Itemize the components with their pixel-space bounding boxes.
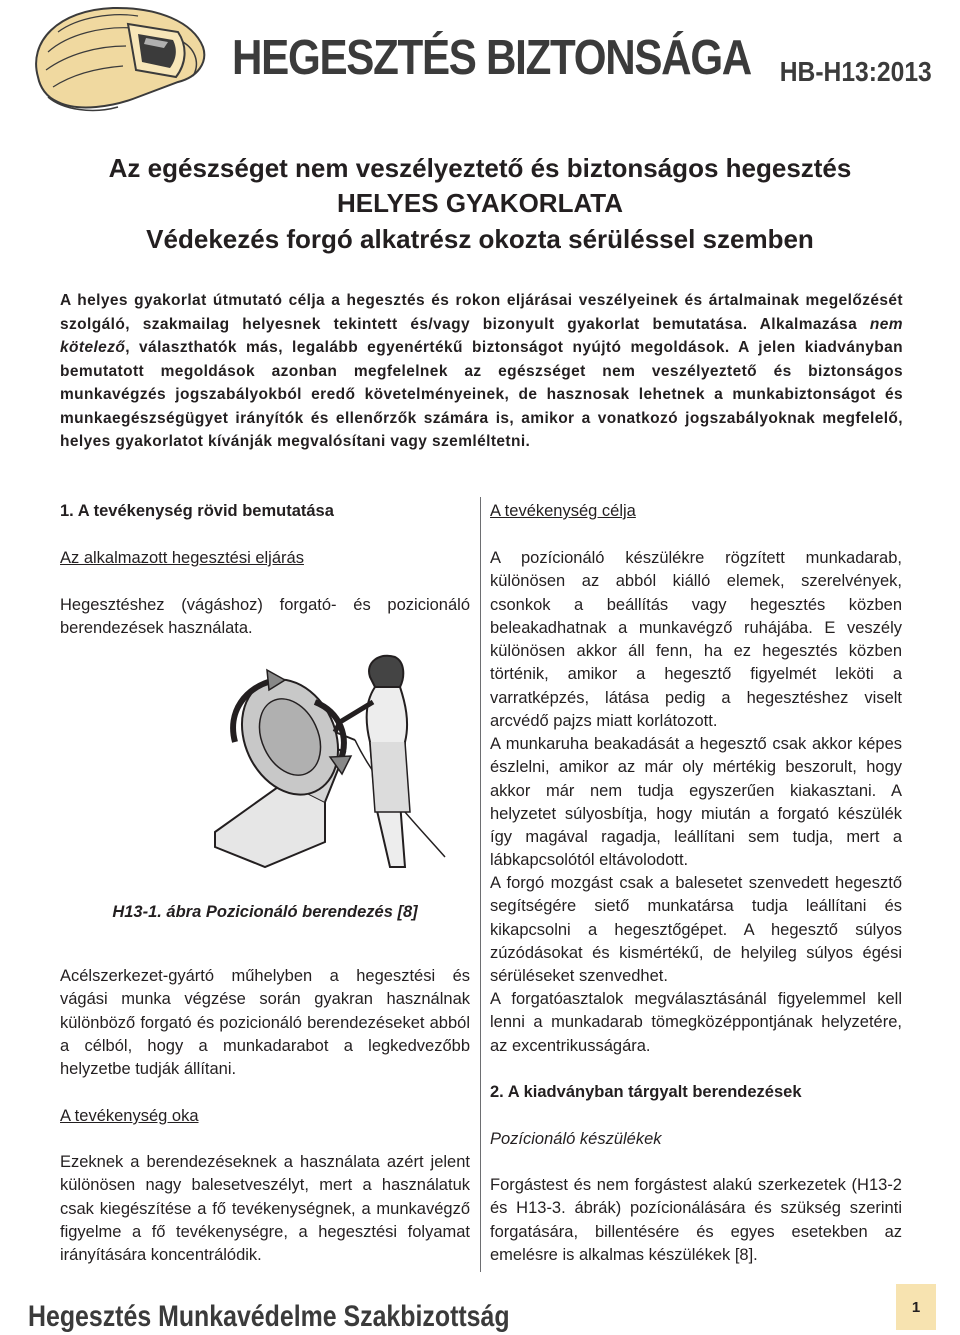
left-paragraph-2: Acélszerkezet-gyártó műhelyben a hegesztési és vágási munka végzése során gyakran használnak különböző forgató és pozicionáló berendezéseket abból a célból, hogy a munkadarabot a legkedvezőbb helyzetbe tudják állítani. (60, 967, 470, 1079)
intro-paragraph (60, 289, 903, 454)
goal-paragraph-4: A forgatóasztalok megválasztásánál figyelemmel kell lenni a munkadarab tömegközéppontjának helyzetére, az excentrikusságára. (490, 990, 902, 1055)
heading-line-2: HELYES GYAKORLATA (336, 188, 624, 218)
goal-heading: A tevékenység célja (490, 502, 636, 520)
cause-heading: A tevékenység oka (60, 1107, 199, 1125)
section-1-heading: 1. A tevékenység rövid bemutatása (60, 502, 334, 520)
goal-paragraph-2: A munkaruha beakadását a hegesztő csak akkor képes észlelni, amikor az már oly mértékig beszorult, hogy akkor már nem tudja egyszerűen kiakasztani. A helyzetet súlyosbítja, hogy miután a forgató készülék így magával ragadja, leállítani sem tudja, mert a lábkapcsolótól eltávolodott. (490, 735, 902, 870)
footer-organization: Hegesztés Munkavédelme Szakbizottság (28, 1300, 510, 1333)
page-number: 1 (911, 1299, 921, 1316)
process-heading: Az alkalmazott hegesztési eljárás (60, 549, 304, 567)
intro-text-b: , választhatók más, legalább egyenértékű biztonságot nyújtó megoldások. A jelen kiadványban bemutatott megoldások azonban megfelelnek az egészséget nem veszélyeztető és biztonságos munkavégzés jogszabályokból eredő követelményeinek, de hasznosak lehetnek a munkabiztonságot és munkaegészségügyet irányítók és ellenőrzők számára is, amikor a vonatkozó jogszabályoknak megfelelő, helyes gyakorlatot kívánják megvalósítani vagy szemléltetni. (60, 339, 903, 450)
device-text: Forgástest és nem forgástest alakú szerkezetek (H13-2 és H13-3. ábrák) pozícionálására és szükség szerinti forgatására, billentésére és egyes esetekben az emelésre is alkalmas készülékek [8]. (490, 1176, 902, 1264)
positioner-figure (205, 642, 470, 882)
page-title: HEGESZTÉS BIZTONSÁGA (232, 31, 751, 85)
intro-emphasis: nem kötelező (60, 315, 903, 356)
intro-text-a: A helyes gyakorlat útmutató célja a hegesztés és rokon eljárásai veszélyeinek és ártalmainak megelőzését szolgáló, szakmailag helyesnek tekintett és/vagy bizonyult gyakorlat bemutatása. Alkalmazása (60, 292, 903, 333)
document-code: HB-H13:2013 (779, 56, 932, 87)
column-divider (480, 497, 481, 1272)
process-text: Hegesztéshez (vágáshoz) forgató- és pozicionáló berendezések használata. (60, 596, 470, 638)
goal-paragraph-3: A forgó mozgást csak a balesetet szenvedett hegesztő segítségére siető munkatársa tudja leállítani és kikapcsolni a hegesztőgépet. A hegesztő súlyos zúzódásokat és kismértékű, de helyileg súlyos égési sérüléseket szenvedhet. (490, 874, 902, 986)
cause-text: Ezeknek a berendezéseknek a használata azért jelent különösen nagy balesetveszélyt, mert a használatuk csak kiegészítése a fő tevékenységnek, a munkavégző figyelme a fő tevékenységre, a hegesztési folyamat irányítására koncentrálódik. (60, 1153, 470, 1265)
welding-helmet-icon (18, 2, 223, 120)
goal-paragraph-1: A pozícionáló készülékre rögzített munkadarab, különösen az abból kiálló elemek, szerelvények, csonkok a beállítás vagy hegesztés közben beleakadhatnak a munkavégző ruhájába. E veszély különösen akkor áll fenn, ha ez hegesztés közben történik, amikor a hegesztő figyelmét leköti a varratképzés, látása pedig a hegesztéshez viselt arcvédő pajzs miatt korlátozott. (490, 549, 902, 731)
heading-line-1: Az egészséget nem veszélyeztető és biztonságos hegesztés (108, 153, 852, 183)
heading-line-3: Védekezés forgó alkatrész okozta sérüléssel szemben (146, 224, 814, 254)
figure-caption: H13-1. ábra Pozicionáló berendezés [8] (112, 903, 418, 921)
device-heading: Pozícionáló készülékek (490, 1130, 662, 1148)
section-2-heading: 2. A kiadványban tárgyalt berendezések (490, 1083, 802, 1101)
